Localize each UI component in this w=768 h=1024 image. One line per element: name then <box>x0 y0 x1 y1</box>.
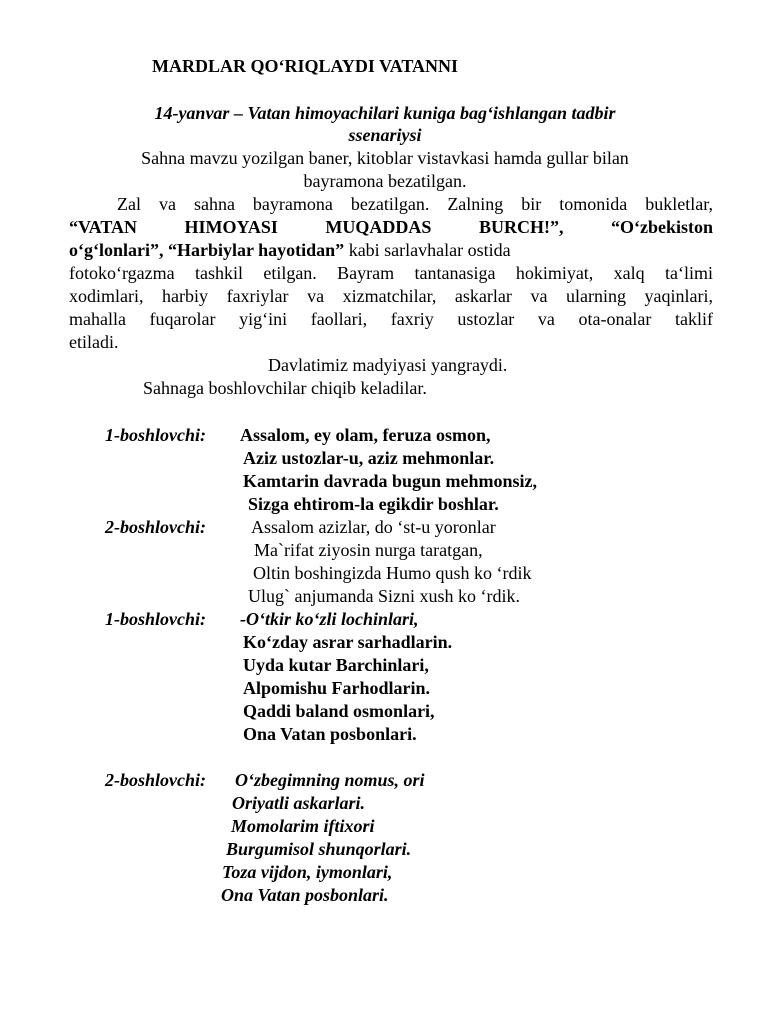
paragraph-line-3-bold: o‘g‘lonlari”, “Harbiylar hayotidan” <box>69 240 345 260</box>
verse-3-line-4: Alpomishu Farhodlarin. <box>243 678 431 698</box>
verse-3-line-3: Uyda kutar Barchinlari, <box>243 655 429 675</box>
verse-2-line-1: Assalom azizlar, do ‘st-u yoronlar <box>251 517 496 537</box>
paragraph-line-6: mahalla fuqarolar yig‘ini faollari, faxriy ustozlar va ota-onalar taklif <box>69 309 713 329</box>
intro-line-1: Sahna mavzu yozilgan baner, kitoblar vistavkasi hamda gullar bilan <box>141 148 629 168</box>
paragraph-line-2: “VATAN HIMOYASI MUQADDAS BURCH!”, “O‘zbekiston <box>69 217 713 237</box>
verse-1-line-1: Assalom, ey olam, feruza osmon, <box>240 425 491 445</box>
exit-line: Sahnaga boshlovchilar chiqib keladilar. <box>143 378 427 398</box>
anthem-line: Davlatimiz madyiyasi yangraydi. <box>268 355 508 375</box>
paragraph-line-1: Zal va sahna bayramona bezatilgan. Zalning bir tomonida bukletlar, <box>117 194 713 214</box>
subtitle-line-1: 14-yanvar – Vatan himoyachilari kuniga bag‘ishlangan tadbir <box>154 103 616 123</box>
document-title: MARDLAR QO‘RIQLAYDI VATANNI <box>152 56 459 76</box>
verse-2-line-2: Ma`rifat ziyosin nurga taratgan, <box>254 540 483 560</box>
paragraph-line-4: fotoko‘rgazma tashkil etilgan. Bayram tantanasiga hokimiyat, xalq ta‘limi <box>69 263 713 283</box>
verse-1-line-2: Aziz ustozlar-u, aziz mehmonlar. <box>243 448 495 468</box>
verse-4-line-4: Burgumisol shunqorlari. <box>226 839 412 859</box>
verse-2-line-3: Oltin boshingizda Humo qush ko ‘rdik <box>253 563 532 583</box>
verse-4-line-1: O‘zbegimning nomus, ori <box>235 770 425 790</box>
speaker-1-label: 1-boshlovchi: <box>105 425 206 445</box>
paragraph-line-5: xodimlari, harbiy faxriylar va xizmatchilar, askarlar va ularning yaqinlari, <box>69 286 713 306</box>
subtitle-line-2: ssenariysi <box>348 125 422 145</box>
verse-3-line-2: Ko‘zday asrar sarhadlarin. <box>243 632 453 652</box>
speaker-2-label: 2-boshlovchi: <box>105 517 206 537</box>
paragraph-line-7: etiladi. <box>69 332 119 352</box>
verse-1-line-3: Kamtarin davrada bugun mehmonsiz, <box>243 471 538 491</box>
verse-3-line-6: Ona Vatan posbonlari. <box>243 724 417 744</box>
verse-4-line-3: Momolarim iftixori <box>231 816 375 836</box>
verse-3-line-5: Qaddi baland osmonlari, <box>243 701 435 721</box>
speaker-2-label-2: 2-boshlovchi: <box>105 770 206 790</box>
verse-4-line-6: Ona Vatan posbonlari. <box>221 885 389 905</box>
verse-4-line-5: Toza vijdon, iymonlari, <box>222 862 393 882</box>
paragraph-line-3-rest: kabi sarlavhalar ostida <box>344 240 511 260</box>
speaker-1-label-2: 1-boshlovchi: <box>105 609 206 629</box>
paragraph-line-3 <box>69 239 713 262</box>
verse-1-line-4: Sizga ehtirom-la egikdir boshlar. <box>248 494 499 514</box>
verse-2-line-4: Ulug` anjumanda Sizni xush ko ‘rdik. <box>248 586 520 606</box>
intro-line-2: bayramona bezatilgan. <box>303 171 467 191</box>
verse-3-line-1: -O‘tkir ko‘zli lochinlari, <box>240 609 419 629</box>
verse-4-line-2: Oriyatli askarlari. <box>232 793 366 813</box>
